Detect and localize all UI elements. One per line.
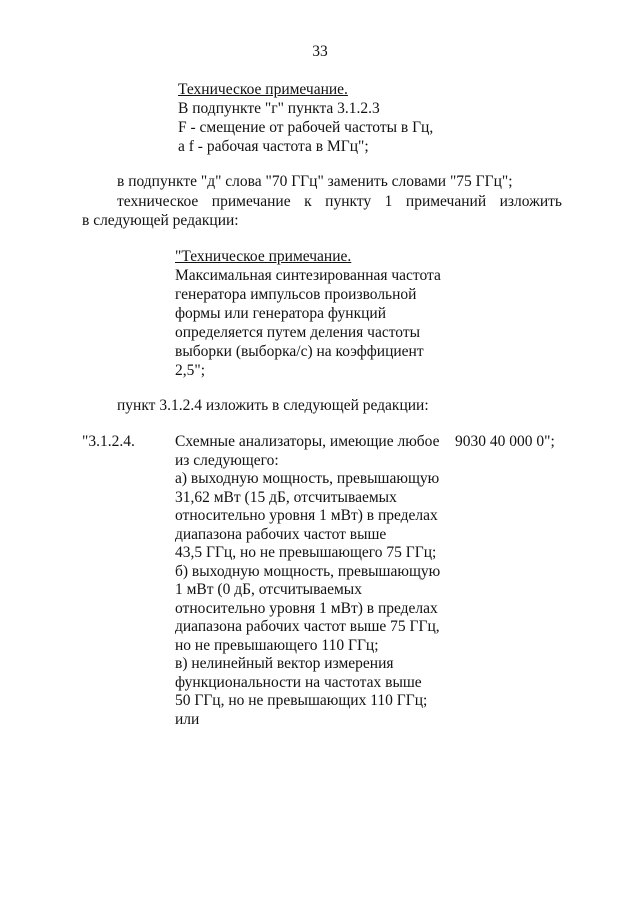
technical-note-1-heading: Техническое примечание. — [178, 81, 348, 98]
paragraph-replace: в подпункте "д" слова "70 ГГц" заменить словами "75 ГГц"; — [117, 173, 513, 190]
item-line: б) выходную мощность, превышающую — [175, 562, 441, 580]
technical-note-1-line: а f - рабочая частота в МГц"; — [178, 138, 369, 155]
item-line: 1 мВт (0 дБ, отсчитываемых — [175, 581, 362, 598]
item-code: 9030 40 000 0"; — [455, 433, 555, 450]
item-line: или — [175, 710, 200, 728]
item-line: 43,5 ГГц, но не превышающего 75 ГГц; — [175, 544, 437, 561]
item-line: функциональности на частотах выше — [175, 673, 422, 691]
item-line: диапазона рабочих частот выше — [175, 525, 387, 543]
item-line: относительно уровня 1 мВт) в пределах — [175, 507, 438, 524]
technical-note-1-line: В подпункте "г" пункта 3.1.2.3 — [178, 100, 380, 117]
technical-note-2-line: Максимальная синтезированная частота — [175, 267, 441, 284]
item-line: относительно уровня 1 мВт) в пределах — [175, 599, 438, 617]
item-line: в) нелинейный вектор измерения — [175, 655, 394, 672]
page-number: 33 — [312, 43, 328, 60]
technical-note-2-line: выборки (выборка/с) на коэффициент — [175, 343, 424, 360]
item-number: "3.1.2.4. — [82, 433, 135, 450]
technical-note-2-line: определяется путем деления частоты — [175, 324, 421, 341]
item-line: 31,62 мВт (15 дБ, отсчитываемых — [175, 488, 397, 506]
paragraph-note-edit-line2: в следующей редакции: — [82, 212, 239, 229]
technical-note-2-heading: "Техническое примечание. — [175, 248, 352, 265]
item-line: а) выходную мощность, превышающую — [175, 470, 440, 487]
item-line: Схемные анализаторы, имеющие любое — [175, 433, 440, 450]
technical-note-1 — [178, 80, 433, 156]
item-description — [175, 432, 440, 728]
item-line: 50 ГГц, но не превышающих 110 ГГц; — [175, 692, 428, 709]
technical-note-2-line: 2,5"; — [175, 362, 206, 379]
technical-note-2-line: генератора импульсов произвольной — [175, 286, 417, 303]
technical-note-2-line: формы или генератора функций — [175, 305, 386, 322]
technical-note-1-line: F - смещение от рабочей частоты в Гц, — [178, 119, 434, 136]
paragraph-item-edit: пункт 3.1.2.4 изложить в следующей редакции: — [117, 397, 429, 414]
item-line: но не превышающего 110 ГГц; — [175, 636, 379, 654]
paragraph-note-edit-line1: техническое примечание к пункту 1 примечаний изложить — [117, 193, 562, 210]
item-line: диапазона рабочих частот выше 75 ГГц, — [175, 618, 440, 635]
technical-note-2 — [175, 247, 441, 380]
item-line: из следующего: — [175, 451, 279, 469]
